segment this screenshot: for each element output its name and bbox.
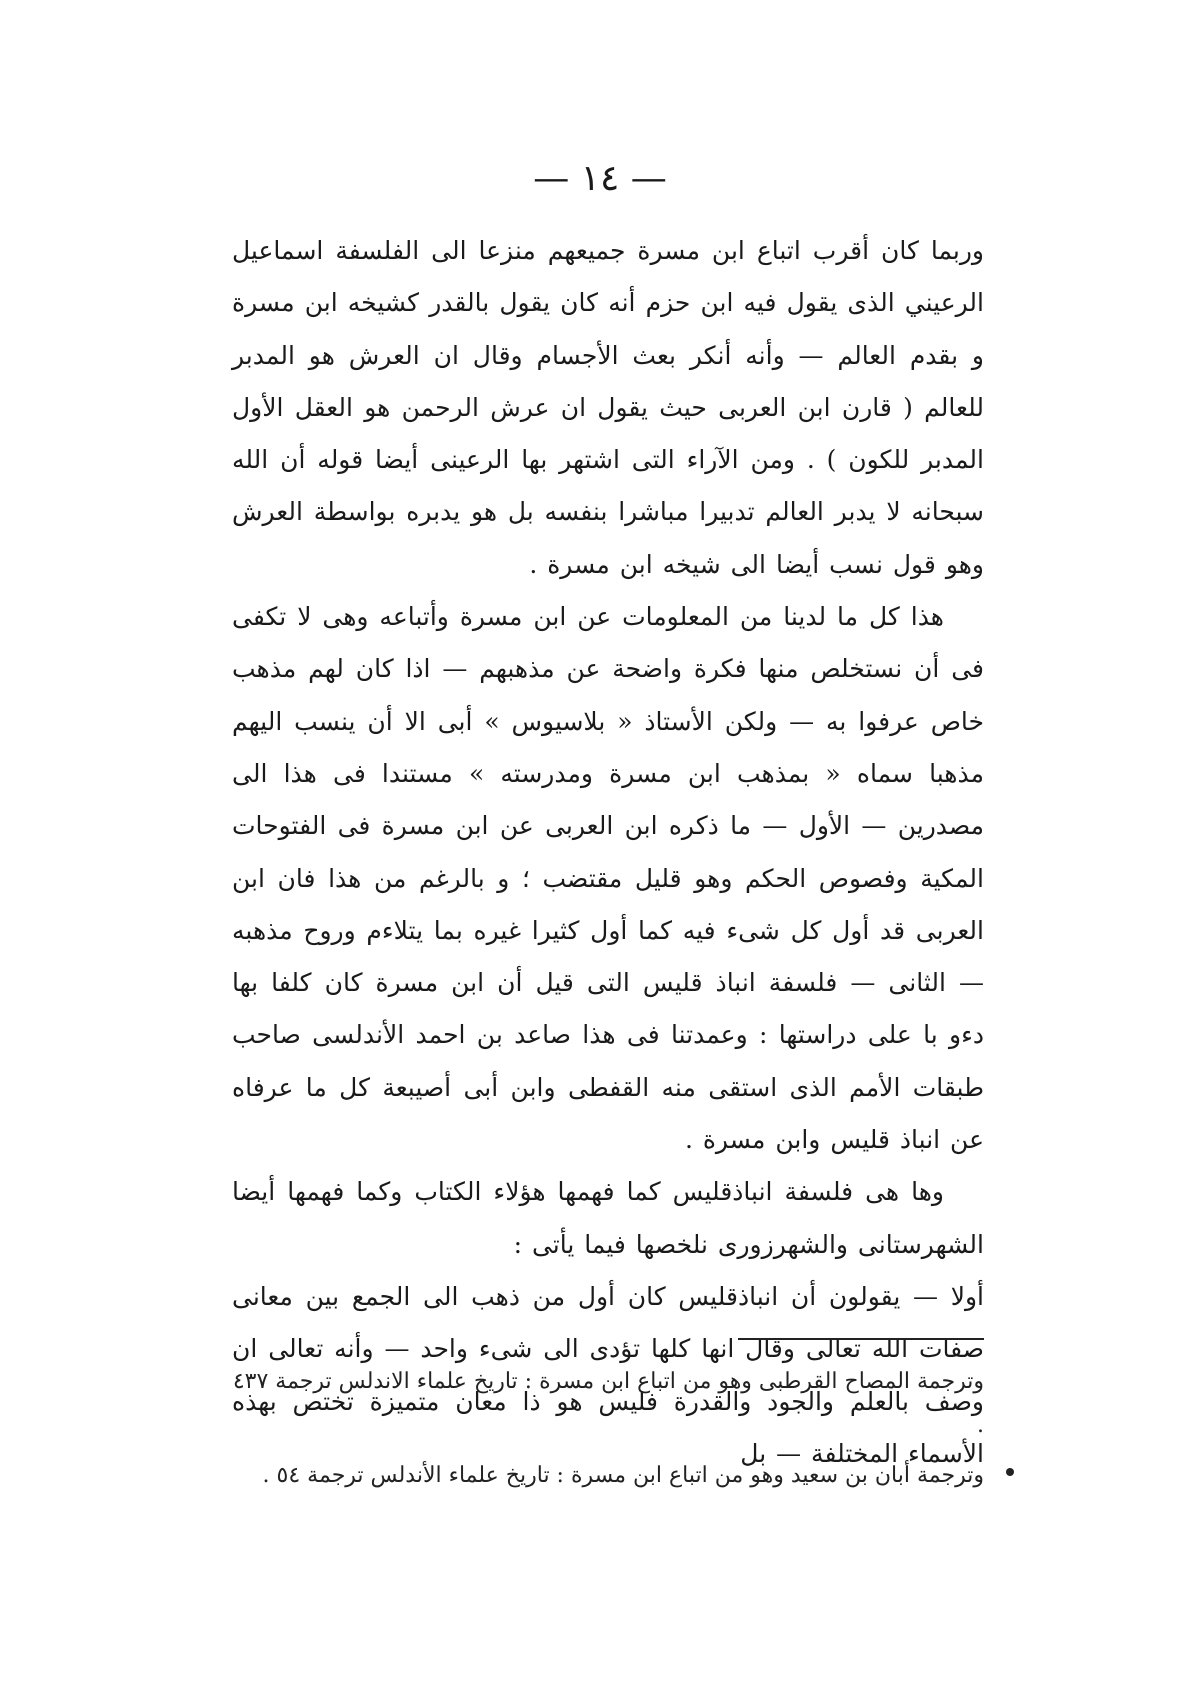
footnotes xyxy=(232,1360,984,1504)
footnote-2 xyxy=(232,1454,984,1498)
footnote-1: وترجمة المصاح القرطبى وهو من اتباع ابن مسرة : تاريخ علماء الاندلس ترجمة ٤٣٧ . xyxy=(232,1369,984,1438)
page-number: — ١٤ — xyxy=(533,158,667,199)
paragraph-3: وها هى فلسفة انباذقليس كما فهمها هؤلاء الكتاب وكما فهمها أيضا الشهرستانى والشهرزورى نلخصها فيما يأتى : xyxy=(232,1177,984,1259)
paragraph-4: أولا — يقولون أن انباذقليس كان أول من ذهب الى الجمع بين معانى صفات الله تعالى وقال انها كلها تؤدى الى شىء واحد — وأنه تعالى ان وصف بالعلم والجود والقدرة فليس هو ذا معان متميزة تختص بهذه الأسماء المختلفة — بل xyxy=(232,1281,984,1468)
paragraph-2: هذا كل ما لدينا من المعلومات عن ابن مسرة وأتباعه وهى لا تكفى فى أن نستخلص منها فكرة واضحة عن مذهبهم — اذا كان لهم مذهب خاص عرفوا به — ولكن الأستاذ « بلاسيوس » أبى الا أن ينسب اليهم مذهبا سماه « بمذهب ابن مسرة ومدرسته » مستندا فى هذا الى مصدرين — الأول — ما ذكره ابن العربى عن ابن مسرة فى الفتوحات المكية وفصوص الحكم وهو قليل مقتضب ؛ و بالرغم من هذا فان ابن العربى قد أول كل شىء فيه كما أول كثيرا غيره بما يتلاءم وروح مذهبه — الثانى — فلسفة انباذ قليس التى قيل أن ابن مسرة كان كلفا بها دءو با على دراستها : وعمدتنا فى هذا صاعد بن احمد الأندلسى صاحب طبقات الأمم الذى استقى منه القفطى وابن أبى أصيبعة كل ما عرفاه عن انباذ قليس وابن مسرة . xyxy=(232,602,984,1155)
main-text xyxy=(232,225,984,1480)
footnote-divider xyxy=(738,1338,984,1340)
footnote-marker-icon xyxy=(1006,1468,1014,1476)
paragraph-1: وربما كان أقرب اتباع ابن مسرة جميعهم منزعا الى الفلسفة اسماعيل الرعيني الذى يقول فيه ابن حزم أنه كان يقول بالقدر كشيخه ابن مسرة و بقدم العالم — وأنه أنكر بعث الأجسام وقال ان العرش هو المدبر للعالم ( قارن ابن العربى حيث يقول ان عرش الرحمن هو العقل الأول المدبر للكون ) . ومن الآراء التى اشتهر بها الرعينى أيضا قوله أن الله سبحانه لا يدبر العالم تدبيرا مباشرا بنفسه بل هو يدبره بواسطة العرش وهو قول نسب أيضا الى شيخه ابن مسرة . xyxy=(232,236,984,579)
footnote-2-text: وترجمة أبان بن سعيد وهو من اتباع ابن مسرة : تاريخ علماء الأندلس ترجمة ٥٤ . xyxy=(262,1463,984,1488)
